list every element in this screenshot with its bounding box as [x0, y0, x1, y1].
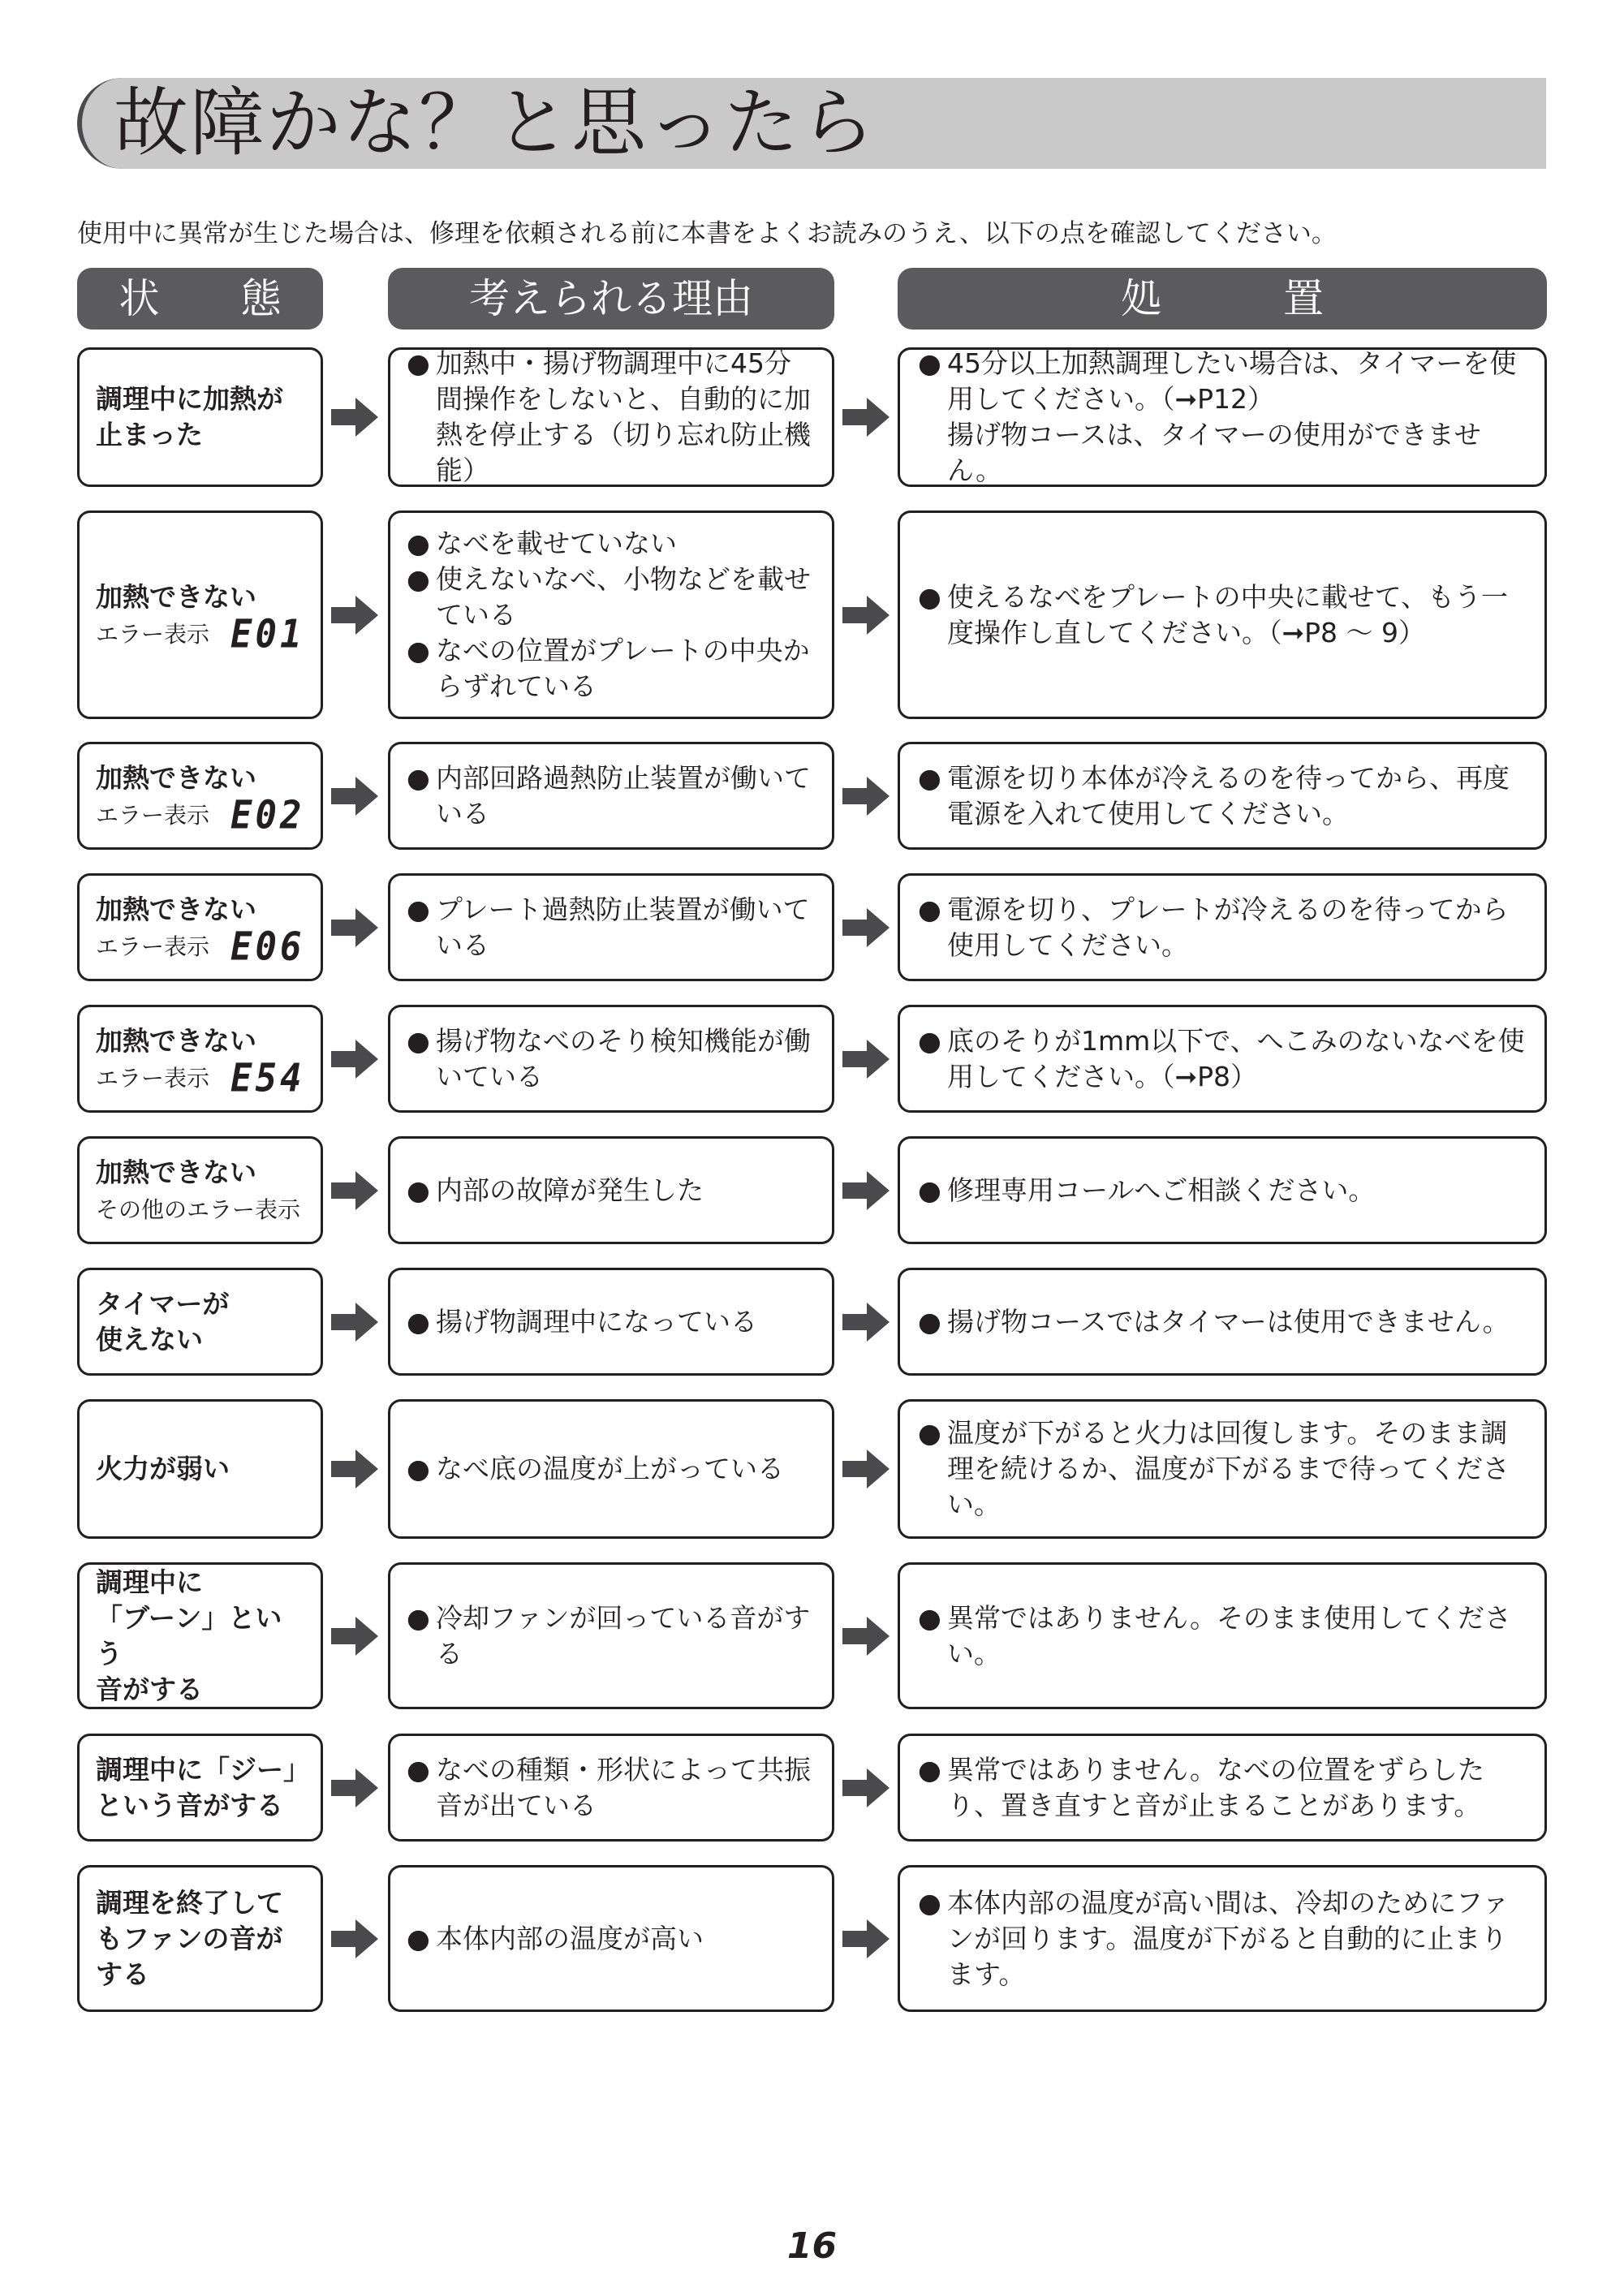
arrow-right-icon	[842, 1615, 891, 1657]
bullet-icon: ●	[407, 562, 430, 595]
reason-item	[407, 1600, 817, 1672]
action-text: 電源を切り本体が冷えるのを待ってから、再度電源を入れて使用してください。	[947, 761, 1510, 829]
action-item	[918, 1415, 1528, 1523]
state-text: 調理中に加熱が 止まった	[96, 383, 283, 450]
state-text: 加熱できない	[96, 580, 256, 613]
error-display	[96, 1054, 305, 1101]
reason-box	[388, 1005, 834, 1113]
arrow-right-icon	[842, 1038, 891, 1080]
action-item	[918, 1173, 1528, 1208]
arrow-right-icon	[842, 1170, 891, 1212]
action-box	[898, 347, 1547, 487]
reason-text: なべの種類・形状によって共振音が出ている	[436, 1753, 811, 1821]
reason-text: プレート過熱防止装置が働いている	[436, 893, 810, 961]
arrow-right-icon	[331, 1448, 380, 1490]
bullet-icon: ●	[918, 1753, 941, 1786]
arrow-right-icon	[331, 1038, 380, 1080]
arrow-right-icon	[331, 775, 380, 817]
reason-box	[388, 873, 834, 981]
reason-item	[407, 1304, 817, 1340]
state-text: 加熱できない	[96, 1156, 256, 1188]
error-display	[96, 610, 305, 657]
reason-item	[407, 1752, 817, 1824]
error-label: エラー表示	[96, 620, 210, 648]
state-text: 火力が弱い	[96, 1453, 230, 1484]
reason-text: なべ底の温度が上がっている	[436, 1453, 784, 1484]
action-item	[918, 1885, 1528, 1992]
bullet-icon: ●	[407, 347, 430, 379]
arrow-right-icon	[331, 1767, 380, 1809]
error-code: E01	[230, 610, 305, 657]
action-text: 本体内部の温度が高い間は、冷却のためにファンが回ります。温度が下がると自動的に止まります。	[947, 1886, 1510, 1990]
arrow-right-icon	[331, 1918, 380, 1960]
arrow-right-icon	[842, 1767, 891, 1809]
bullet-icon: ●	[407, 1601, 430, 1634]
header-action: 処 置	[898, 268, 1547, 330]
action-box	[898, 1734, 1547, 1842]
action-text: 底のそりが1mm以下で、へこみのないなべを使用してください。（➞P8）	[947, 1024, 1525, 1092]
state-box	[77, 742, 323, 850]
bullet-icon: ●	[407, 527, 430, 559]
arrow-right-icon	[331, 1615, 380, 1657]
action-item	[918, 1304, 1528, 1340]
action-text: 使えるなべをプレートの中央に載せて、もう一度操作し直してください。（➞P8 ～ 9）	[947, 580, 1509, 648]
bullet-icon: ●	[918, 1417, 941, 1449]
action-text: 異常ではありません。そのまま使用してください。	[947, 1601, 1511, 1669]
state-box	[77, 1562, 323, 1709]
reason-text: 本体内部の温度が高い	[436, 1922, 704, 1954]
action-item	[918, 1752, 1528, 1824]
header-state: 状 態	[77, 268, 323, 330]
state-text: 加熱できない	[96, 761, 256, 794]
bullet-icon: ●	[918, 1886, 941, 1919]
reason-item	[407, 1173, 817, 1208]
action-box	[898, 1399, 1547, 1539]
page-title: 故障かな？と思ったら	[114, 80, 877, 166]
error-label: エラー表示	[96, 1064, 210, 1092]
action-text: 揚げ物コースではタイマーは使用できません。	[947, 1305, 1510, 1338]
bullet-icon: ●	[918, 893, 941, 925]
action-text: 修理専用コールへご相談ください。	[947, 1174, 1376, 1206]
reason-box	[388, 1399, 834, 1539]
bullet-icon: ●	[407, 761, 430, 794]
arrow-right-icon	[842, 396, 891, 438]
action-box	[898, 1865, 1547, 2012]
action-box	[898, 1136, 1547, 1244]
reason-text: なべを載せていない	[436, 527, 677, 559]
state-text: 加熱できない	[96, 1024, 256, 1057]
state-text: 加熱できない	[96, 893, 256, 925]
page-number: 16	[786, 2225, 838, 2267]
bullet-icon: ●	[918, 1174, 941, 1206]
action-item	[918, 1023, 1528, 1095]
reason-item	[407, 562, 817, 633]
error-code: E06	[230, 923, 305, 969]
bullet-icon: ●	[407, 1174, 430, 1206]
bullet-icon: ●	[918, 761, 941, 794]
error-display	[96, 1194, 304, 1226]
bullet-icon: ●	[918, 347, 941, 379]
action-box	[898, 873, 1547, 981]
arrow-right-icon	[331, 907, 380, 949]
state-box	[77, 1005, 323, 1113]
reason-box	[388, 1562, 834, 1709]
arrow-right-icon	[331, 594, 380, 636]
action-box	[898, 742, 1547, 850]
reason-box	[388, 1865, 834, 2012]
action-item	[918, 1600, 1528, 1672]
error-label: エラー表示	[96, 801, 210, 829]
arrow-right-icon	[842, 907, 891, 949]
action-item	[918, 579, 1528, 651]
error-code: E02	[230, 791, 305, 838]
action-text: 温度が下がると火力は回復します。そのまま調理を続けるか、温度が下がるまで待ってください。	[947, 1417, 1510, 1520]
reason-box	[388, 1136, 834, 1244]
bullet-icon: ●	[407, 1453, 430, 1484]
reason-item	[407, 892, 817, 963]
error-label: エラー表示	[96, 933, 210, 960]
state-text: 調理を終了して もファンの音が する	[96, 1886, 283, 1990]
arrow-right-icon	[842, 775, 891, 817]
reason-box	[388, 510, 834, 719]
state-box	[77, 873, 323, 981]
arrow-right-icon	[842, 1301, 891, 1343]
state-text: 調理中に 「ブーン」という 音がする	[96, 1566, 282, 1705]
state-box	[77, 1865, 323, 2012]
reason-item	[407, 1451, 817, 1487]
reason-box	[388, 1268, 834, 1376]
reason-text: なべの位置がプレートの中央からずれている	[436, 634, 810, 702]
bullet-icon: ●	[407, 1305, 430, 1338]
state-text: 調理中に「ジー」 という音がする	[96, 1753, 310, 1821]
arrow-right-icon	[842, 594, 891, 636]
arrow-right-icon	[842, 1448, 891, 1490]
state-box	[77, 510, 323, 719]
error-code: E54	[230, 1054, 305, 1101]
action-text: 45分以上加熱調理したい場合は、タイマーを使用してください。（➞P12） 揚げ物コースは、タイマーの使用ができません。	[947, 347, 1517, 486]
error-display	[96, 791, 305, 838]
action-item	[918, 346, 1528, 489]
arrow-right-icon	[331, 1170, 380, 1212]
arrow-right-icon	[842, 1918, 891, 1960]
reason-text: 使えないなべ、小物などを載せている	[436, 562, 811, 631]
reason-box	[388, 742, 834, 850]
bullet-icon: ●	[407, 1024, 430, 1057]
reason-box	[388, 1734, 834, 1842]
action-box	[898, 1562, 1547, 1709]
state-text: タイマーが 使えない	[96, 1287, 230, 1355]
state-box	[77, 1136, 323, 1244]
action-text: 異常ではありません。なべの位置をずらしたり、置き直すと音が止まることがあります。	[947, 1753, 1484, 1821]
reason-text: 揚げ物なべのそり検知機能が働いている	[436, 1024, 811, 1092]
action-item	[918, 760, 1528, 832]
reason-text: 内部回路過熱防止装置が働いている	[436, 761, 811, 829]
state-box	[77, 1268, 323, 1376]
reason-text: 加熱中・揚げ物調理中に45分間操作をしないと、自動的に加熱を停止する（切り忘れ防止機能）	[436, 347, 811, 486]
reason-text: 内部の故障が発生した	[436, 1174, 704, 1206]
bullet-icon: ●	[918, 1024, 941, 1057]
bullet-icon: ●	[407, 1753, 430, 1786]
error-display	[96, 923, 305, 969]
action-text: 電源を切り、プレートが冷えるのを待ってから使用してください。	[947, 893, 1509, 961]
reason-item	[407, 526, 817, 562]
bullet-icon: ●	[918, 1305, 941, 1338]
reason-item	[407, 633, 817, 704]
action-box	[898, 1005, 1547, 1113]
arrow-right-icon	[331, 396, 380, 438]
action-box	[898, 1268, 1547, 1376]
bullet-icon: ●	[407, 893, 430, 925]
intro-text: 使用中に異常が生じた場合は、修理を依頼される前に本書をよくお読みのうえ、以下の点を確認してください。	[77, 219, 1337, 248]
reason-item	[407, 1023, 817, 1095]
arrow-right-icon	[331, 1301, 380, 1343]
state-box	[77, 1734, 323, 1842]
action-box	[898, 510, 1547, 719]
reason-text: 冷却ファンが回っている音がする	[436, 1601, 811, 1669]
reason-text: 揚げ物調理中になっている	[436, 1305, 757, 1338]
reason-box	[388, 347, 834, 487]
reason-item	[407, 346, 817, 489]
bullet-icon: ●	[918, 1601, 941, 1634]
reason-item	[407, 760, 817, 832]
state-box	[77, 1399, 323, 1539]
bullet-icon: ●	[407, 634, 430, 666]
reason-item	[407, 1921, 817, 1957]
bullet-icon: ●	[407, 1922, 430, 1954]
header-reason: 考えられる理由	[388, 268, 834, 330]
error-label: その他のエラー表示	[96, 1195, 301, 1223]
action-item	[918, 892, 1528, 963]
state-box	[77, 347, 323, 487]
bullet-icon: ●	[918, 580, 941, 613]
